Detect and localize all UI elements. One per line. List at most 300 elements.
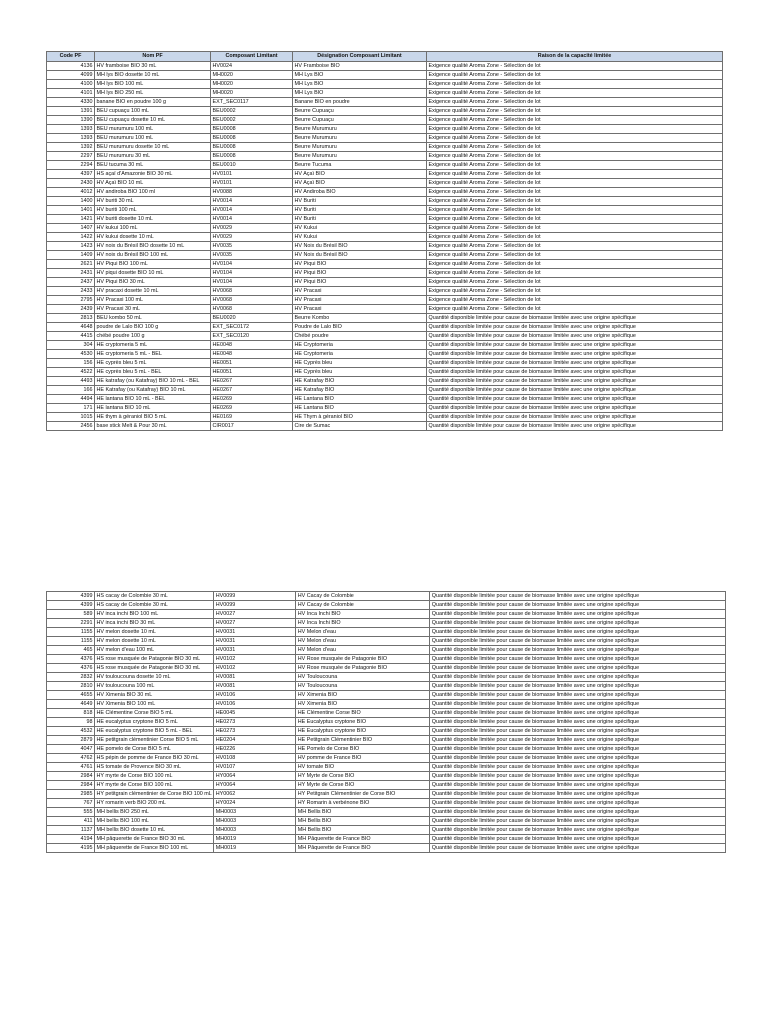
raison-cell: Exigence qualité Aroma Zone - Sélection de lot	[427, 286, 723, 295]
designation-cell: HY Petitgrain Clémentinier de Corse BIO	[296, 790, 430, 799]
raison-cell: Quantité disponible limitée pour cause de biomasse limitée avec une origine spécifique	[430, 826, 726, 835]
table-row	[47, 727, 726, 736]
code-pf-cell: 4101	[47, 88, 95, 97]
raison-cell: Exigence qualité Aroma Zone - Sélection de lot	[427, 88, 723, 97]
composant-cell: HV0102	[214, 655, 296, 664]
nom-pf-cell: HV Piqui BIO 30 mL	[95, 277, 211, 286]
composant-cell: HE0051	[211, 367, 293, 376]
nom-pf-cell: HV Pracaxi 30 mL	[95, 304, 211, 313]
table-row	[47, 772, 726, 781]
designation-cell: HE Lantana BIO	[293, 394, 427, 403]
raison-cell: Exigence qualité Aroma Zone - Sélection de lot	[427, 79, 723, 88]
raison-cell: Quantité disponible limitée pour cause de biomasse limitée avec une origine spécifique	[427, 322, 723, 331]
designation-cell: HE Cryptomeria	[293, 349, 427, 358]
nom-pf-cell: MH pâquerette de France BIO 30 mL	[95, 835, 214, 844]
table-row	[47, 349, 723, 358]
composant-cell: HE0048	[211, 340, 293, 349]
raison-cell: Exigence qualité Aroma Zone - Sélection de lot	[427, 70, 723, 79]
table-row	[47, 367, 723, 376]
designation-cell: HV Cacay de Colombie	[296, 601, 430, 610]
composant-cell: MH0003	[214, 808, 296, 817]
nom-pf-cell: HV pracaxi dosette 10 mL	[95, 286, 211, 295]
designation-cell: MH Pâquerette de France BIO	[296, 835, 430, 844]
composant-cell: MH0003	[214, 826, 296, 835]
raison-cell: Exigence qualité Aroma Zone - Sélection de lot	[427, 97, 723, 106]
nom-pf-cell: HV piqui dosette BIO 10 mL	[95, 268, 211, 277]
raison-cell: Exigence qualité Aroma Zone - Sélection de lot	[427, 133, 723, 142]
table-row	[47, 142, 723, 151]
designation-cell: HE Eucalyptus cryptone BIO	[296, 727, 430, 736]
code-pf-cell: 2439	[47, 304, 95, 313]
raison-cell: Quantité disponible limitée pour cause de biomasse limitée avec une origine spécifique	[427, 412, 723, 421]
designation-cell: Cire de Sumac	[293, 421, 427, 430]
raison-cell: Exigence qualité Aroma Zone - Sélection de lot	[427, 115, 723, 124]
table-row	[47, 340, 723, 349]
table-row	[47, 133, 723, 142]
raison-cell: Quantité disponible limitée pour cause de biomasse limitée avec une origine spécifique	[430, 727, 726, 736]
code-pf-cell: 1392	[47, 142, 95, 151]
composant-cell: HV0081	[214, 682, 296, 691]
code-pf-cell: 818	[47, 709, 95, 718]
designation-cell: Beurre Tucuma	[293, 160, 427, 169]
nom-pf-cell: HE cryptomeria 5 mL	[95, 340, 211, 349]
raison-cell: Exigence qualité Aroma Zone - Sélection de lot	[427, 304, 723, 313]
designation-cell: HE Katrafay BIO	[293, 376, 427, 385]
composant-cell: HV0104	[211, 268, 293, 277]
designation-cell: HV Ximenia BIO	[296, 700, 430, 709]
composant-cell: EXT_SEC0120	[211, 331, 293, 340]
table-row	[47, 808, 726, 817]
raison-cell: Quantité disponible limitée pour cause de biomasse limitée avec une origine spécifique	[430, 799, 726, 808]
nom-pf-cell: BEU murumuru 30 mL	[95, 151, 211, 160]
designation-cell: HV Rose musquée de Patagonie BIO	[296, 655, 430, 664]
code-pf-cell: 4761	[47, 763, 95, 772]
capacity-table-bottom	[46, 591, 726, 853]
composant-cell: HV0099	[214, 601, 296, 610]
table-row	[47, 718, 726, 727]
code-pf-cell: 171	[47, 403, 95, 412]
composant-cell: MH0020	[211, 70, 293, 79]
raison-cell: Quantité disponible limitée pour cause de biomasse limitée avec une origine spécifique	[430, 808, 726, 817]
nom-pf-cell: base stick Melt & Pour 30 mL	[95, 421, 211, 430]
code-pf-cell: 4649	[47, 700, 95, 709]
table-row	[47, 97, 723, 106]
raison-cell: Exigence qualité Aroma Zone - Sélection de lot	[427, 142, 723, 151]
composant-cell: HV0068	[211, 295, 293, 304]
designation-cell: Banane BIO en poudre	[293, 97, 427, 106]
code-pf-cell: 1423	[47, 241, 95, 250]
composant-cell: EXT_SEC0172	[211, 322, 293, 331]
code-pf-cell: 2430	[47, 178, 95, 187]
nom-pf-cell: banane BIO en poudre 100 g	[95, 97, 211, 106]
composant-cell: HY0062	[214, 790, 296, 799]
code-pf-cell: 1015	[47, 412, 95, 421]
code-pf-cell: 2984	[47, 772, 95, 781]
table-row	[47, 331, 723, 340]
nom-pf-cell: HV andiroba BIO 100 ml	[95, 187, 211, 196]
designation-cell: HV tomate BIO	[296, 763, 430, 772]
code-pf-cell: 555	[47, 808, 95, 817]
composant-cell: HV0081	[214, 673, 296, 682]
composant-cell: HV0031	[214, 637, 296, 646]
table-row	[47, 619, 726, 628]
designation-cell: Beurre Kombo	[293, 313, 427, 322]
table-row	[47, 790, 726, 799]
raison-cell: Quantité disponible limitée pour cause de biomasse limitée avec une origine spécifique	[427, 403, 723, 412]
nom-pf-cell: HV kukui 100 mL	[95, 223, 211, 232]
raison-cell: Exigence qualité Aroma Zone - Sélection de lot	[427, 214, 723, 223]
nom-pf-cell: HY petitgrain clémentinier de Corse BIO 100 mL	[96, 791, 212, 797]
nom-pf-cell: HV Ximenia BIO 100 mL	[95, 700, 214, 709]
raison-cell: Quantité disponible limitée pour cause de biomasse limitée avec une origine spécifique	[430, 736, 726, 745]
code-pf-cell: 4012	[47, 187, 95, 196]
table-row	[47, 691, 726, 700]
composant-cell: MH0019	[214, 844, 296, 853]
table-row	[47, 655, 726, 664]
designation-cell: HE Thym à géraniol BIO	[293, 412, 427, 421]
nom-pf-cell: HE cryptomeria 5 mL - BEL	[95, 349, 211, 358]
raison-cell: Exigence qualité Aroma Zone - Sélection de lot	[427, 241, 723, 250]
nom-pf-cell: BEU murumuru 100 mL	[95, 124, 211, 133]
composant-cell: HE0269	[211, 403, 293, 412]
composant-cell: HE0051	[211, 358, 293, 367]
code-pf-cell: 411	[47, 817, 95, 826]
nom-pf-cell: MH lys BIO 250 mL	[95, 88, 211, 97]
code-pf-cell: 4194	[47, 835, 95, 844]
designation-cell: Beurre Murumuru	[293, 151, 427, 160]
nom-pf-cell: HV Pracaxi 100 mL	[95, 295, 211, 304]
composant-cell: HV0035	[211, 250, 293, 259]
designation-cell: Beurre Murumuru	[293, 133, 427, 142]
code-pf-cell: 4047	[47, 745, 95, 754]
composant-cell: HE0045	[214, 709, 296, 718]
nom-pf-cell: HE eucalyptus cryptone BIO 5 mL - BEL	[95, 727, 214, 736]
code-pf-cell: 4655	[47, 691, 95, 700]
table-row	[47, 88, 723, 97]
raison-cell: Quantité disponible limitée pour cause de biomasse limitée avec une origine spécifique	[430, 664, 726, 673]
raison-cell: Quantité disponible limitée pour cause de biomasse limitée avec une origine spécifique	[430, 790, 726, 799]
code-pf-cell: 4397	[47, 169, 95, 178]
raison-cell: Quantité disponible limitée pour cause de biomasse limitée avec une origine spécifique	[430, 655, 726, 664]
table-row	[47, 394, 723, 403]
raison-cell: Quantité disponible limitée pour cause de biomasse limitée avec une origine spécifique	[427, 367, 723, 376]
designation-cell: MH Lys BIO	[293, 88, 427, 97]
raison-cell: Quantité disponible limitée pour cause de biomasse limitée avec une origine spécifique	[430, 646, 726, 655]
code-pf-cell: 2813	[47, 313, 95, 322]
raison-cell: Quantité disponible limitée pour cause de biomasse limitée avec une origine spécifique	[430, 745, 726, 754]
code-pf-cell: 1391	[47, 106, 95, 115]
nom-pf-cell: MH lys BIO 100 mL	[95, 79, 211, 88]
nom-pf-cell: HV buriti dosette 10 mL	[95, 214, 211, 223]
raison-cell: Exigence qualité Aroma Zone - Sélection de lot	[427, 259, 723, 268]
designation-cell: MH Bellis BIO	[296, 808, 430, 817]
composant-cell: BEU0008	[211, 151, 293, 160]
code-pf-cell: 1155	[47, 637, 95, 646]
designation-cell: HE Cyprès bleu	[293, 358, 427, 367]
nom-pf-cell: BEU murumuru 100 mL	[95, 133, 211, 142]
composant-cell: CIR0017	[211, 421, 293, 430]
designation-cell: HV Touloucouna	[296, 682, 430, 691]
composant-cell: HV0024	[211, 61, 293, 70]
code-pf-cell: 2984	[47, 781, 95, 790]
header-row	[47, 52, 723, 62]
raison-cell: Exigence qualité Aroma Zone - Sélection de lot	[427, 61, 723, 70]
designation-cell: Beurre Murumuru	[293, 124, 427, 133]
nom-pf-cell: HE lantana BIO 10 mL	[95, 403, 211, 412]
raison-cell: Quantité disponible limitée pour cause de biomasse limitée avec une origine spécifique	[427, 385, 723, 394]
table-row	[47, 610, 726, 619]
raison-cell: Quantité disponible limitée pour cause de biomasse limitée avec une origine spécifique	[427, 358, 723, 367]
nom-pf-cell: HS rose musquée de Patagonie BIO 30 mL	[95, 655, 214, 664]
nom-pf-cell: HV kukui dosette 10 mL	[95, 232, 211, 241]
table-row	[47, 196, 723, 205]
designation-cell: Chébé poudre	[293, 331, 427, 340]
composant-cell: HY0024	[214, 799, 296, 808]
capacity-table-top	[46, 51, 723, 431]
table-body-bottom	[47, 592, 726, 853]
designation-cell: HV Melon d'eau	[296, 646, 430, 655]
table-row	[47, 646, 726, 655]
header-designation-composant: Désignation Composant Limitant	[293, 52, 427, 62]
composant-cell: HV0099	[214, 592, 296, 601]
designation-cell: Beurre Cupuaçu	[293, 115, 427, 124]
raison-cell: Quantité disponible limitée pour cause de biomasse limitée avec une origine spécifique	[430, 628, 726, 637]
raison-cell: Quantité disponible limitée pour cause de biomasse limitée avec une origine spécifique	[430, 817, 726, 826]
nom-pf-cell: MH bellis BIO dosette 10 mL	[95, 826, 214, 835]
nom-pf-cell: HE pomelo de Corse BIO 5 mL	[95, 745, 214, 754]
nom-pf-cell: HE cyprès bleu 5 mL	[95, 358, 211, 367]
nom-pf-cell: HE petitgrain clémentinier Corse BIO 5 mL	[95, 736, 214, 745]
raison-cell: Quantité disponible limitée pour cause de biomasse limitée avec une origine spécifique	[430, 844, 726, 853]
code-pf-cell: 4399	[47, 601, 95, 610]
composant-cell: HE0267	[211, 385, 293, 394]
nom-pf-cell: HS rose musquée de Patagonie BIO 30 mL	[95, 664, 214, 673]
composant-cell: HE0273	[214, 727, 296, 736]
composant-cell: BEU0008	[211, 124, 293, 133]
raison-cell: Quantité disponible limitée pour cause de biomasse limitée avec une origine spécifique	[427, 376, 723, 385]
nom-pf-cell: BEU tucuma 30 mL	[95, 160, 211, 169]
composant-cell: HV0027	[214, 619, 296, 628]
table-row	[47, 250, 723, 259]
code-pf-cell: 4399	[47, 592, 95, 601]
nom-pf-cell: HV melon dosette 10 mL	[95, 628, 214, 637]
raison-cell: Quantité disponible limitée pour cause de biomasse limitée avec une origine spécifique	[427, 394, 723, 403]
designation-cell: HE Lantana BIO	[293, 403, 427, 412]
code-pf-cell: 2297	[47, 151, 95, 160]
composant-cell: HE0269	[211, 394, 293, 403]
raison-cell: Exigence qualité Aroma Zone - Sélection de lot	[427, 151, 723, 160]
code-pf-cell: 98	[47, 718, 95, 727]
raison-cell: Quantité disponible limitée pour cause de biomasse limitée avec une origine spécifique	[430, 610, 726, 619]
table-row	[47, 763, 726, 772]
composant-cell: HE0204	[214, 736, 296, 745]
raison-cell: Exigence qualité Aroma Zone - Sélection de lot	[427, 178, 723, 187]
raison-cell: Quantité disponible limitée pour cause de biomasse limitée avec une origine spécifique	[430, 835, 726, 844]
table-row	[47, 70, 723, 79]
table-row	[47, 124, 723, 133]
header-code-pf: Code PF	[47, 52, 95, 62]
composant-cell: MH0020	[211, 88, 293, 97]
code-pf-cell: 589	[47, 610, 95, 619]
composant-cell: MH0020	[211, 79, 293, 88]
table-row	[47, 223, 723, 232]
code-pf-cell: 4100	[47, 79, 95, 88]
code-pf-cell: 2291	[47, 619, 95, 628]
nom-pf-cell: HE thym à géraniol BIO 5 mL	[95, 412, 211, 421]
composant-cell: BEU0010	[211, 160, 293, 169]
nom-pf-cell: HY myrte de Corse BIO 100 mL	[95, 781, 214, 790]
composant-cell: HE0169	[211, 412, 293, 421]
raison-cell: Quantité disponible limitée pour cause de biomasse limitée avec une origine spécifique	[430, 682, 726, 691]
composant-cell: BEU0020	[211, 313, 293, 322]
raison-cell: Quantité disponible limitée pour cause de biomasse limitée avec une origine spécifique	[430, 763, 726, 772]
composant-cell: HE0048	[211, 349, 293, 358]
code-pf-cell: 4494	[47, 394, 95, 403]
composant-cell: BEU0002	[211, 115, 293, 124]
composant-cell: BEU0002	[211, 106, 293, 115]
composant-cell: HV0068	[211, 286, 293, 295]
nom-pf-cell: HY myrte de Corse BIO 100 mL	[95, 772, 214, 781]
designation-cell: HY Myrte de Corse BIO	[296, 772, 430, 781]
raison-cell: Quantité disponible limitée pour cause de biomasse limitée avec une origine spécifique	[430, 637, 726, 646]
table-row	[47, 322, 723, 331]
raison-cell: Exigence qualité Aroma Zone - Sélection de lot	[427, 187, 723, 196]
table-row	[47, 421, 723, 430]
table-body-top	[47, 61, 723, 430]
code-pf-cell: 4648	[47, 322, 95, 331]
header-composant-limitant: Composant Limitant	[211, 52, 293, 62]
composant-cell: HV0104	[211, 259, 293, 268]
designation-cell: HV Piqui BIO	[293, 277, 427, 286]
table-row	[47, 61, 723, 70]
nom-pf-cell: HV buriti 30 mL	[95, 196, 211, 205]
raison-cell: Quantité disponible limitée pour cause de biomasse limitée avec une origine spécifique	[430, 709, 726, 718]
nom-pf-cell: MH pâquerette de France BIO 100 mL	[95, 844, 214, 853]
designation-cell: HV Melon d'eau	[296, 628, 430, 637]
raison-cell: Quantité disponible limitée pour cause de biomasse limitée avec une origine spécifique	[427, 331, 723, 340]
nom-pf-cell: HV Açaï BIO 10 mL	[95, 178, 211, 187]
composant-cell: HE0267	[211, 376, 293, 385]
designation-cell: HV Buriti	[293, 196, 427, 205]
nom-pf-cell: HS tomate de Provence BIO 30 mL	[95, 763, 214, 772]
nom-pf-cell: HV noix du Brésil BIO dosette 10 mL	[95, 241, 211, 250]
raison-cell: Exigence qualité Aroma Zone - Sélection de lot	[427, 169, 723, 178]
code-pf-cell: 4376	[47, 655, 95, 664]
code-pf-cell: 4195	[47, 844, 95, 853]
designation-cell: HV Pracaxi	[293, 295, 427, 304]
designation-cell: HE Cryptomeria	[293, 340, 427, 349]
code-pf-cell: 1137	[47, 826, 95, 835]
raison-cell: Exigence qualité Aroma Zone - Sélection de lot	[427, 223, 723, 232]
nom-pf-cell: HV inca inchi BIO 100 mL	[95, 610, 214, 619]
table-row	[47, 835, 726, 844]
nom-pf-cell: BEU kombo 50 mL	[95, 313, 211, 322]
nom-pf-cell: HV noix du Brésil BIO 100 mL	[95, 250, 211, 259]
nom-pf-cell: HS açaï d'Amazonie BIO 30 mL	[95, 169, 211, 178]
nom-pf-cell: MH bellis BIO 100 mL	[95, 817, 214, 826]
table-row	[47, 826, 726, 835]
nom-pf-cell: BEU cupuaçu dosette 10 mL	[95, 115, 211, 124]
composant-cell: HV0014	[211, 214, 293, 223]
table-row	[47, 304, 723, 313]
designation-cell: HV Touloucouna	[296, 673, 430, 682]
composant-cell: HV0027	[214, 610, 296, 619]
composant-cell: HV0107	[214, 763, 296, 772]
nom-pf-cell: HV melon d'eau 100 mL	[95, 646, 214, 655]
nom-pf-cell: HV Ximenia BIO 30 mL	[95, 691, 214, 700]
code-pf-cell: 1407	[47, 223, 95, 232]
table-row	[47, 637, 726, 646]
nom-pf-cell: HV inca inchi BIO 30 mL	[95, 619, 214, 628]
code-pf-cell: 2985	[47, 790, 95, 799]
table-row	[47, 664, 726, 673]
nom-pf-cell: HV touloucouna 100 mL	[95, 682, 214, 691]
nom-pf-cell: HE katrafay (ou Katafray) BIO 10 mL - BEL	[95, 376, 211, 385]
table-row	[47, 286, 723, 295]
raison-cell: Exigence qualité Aroma Zone - Sélection de lot	[427, 196, 723, 205]
code-pf-cell: 2810	[47, 682, 95, 691]
composant-cell: HV0106	[214, 691, 296, 700]
code-pf-cell: 1393	[47, 133, 95, 142]
code-pf-cell: 4532	[47, 727, 95, 736]
raison-cell: Quantité disponible limitée pour cause de biomasse limitée avec une origine spécifique	[430, 619, 726, 628]
composant-cell: HV0088	[211, 187, 293, 196]
designation-cell: HE Cyprès bleu	[293, 367, 427, 376]
code-pf-cell: 4099	[47, 70, 95, 79]
composant-cell: HV0031	[214, 628, 296, 637]
raison-cell: Quantité disponible limitée pour cause de biomasse limitée avec une origine spécifique	[430, 718, 726, 727]
composant-cell: HE0273	[214, 718, 296, 727]
designation-cell: HV Kukui	[293, 223, 427, 232]
code-pf-cell: 1409	[47, 250, 95, 259]
table-row	[47, 799, 726, 808]
nom-pf-cell: HE lantana BIO 10 mL - BEL	[95, 394, 211, 403]
table-row	[47, 709, 726, 718]
raison-cell: Quantité disponible limitée pour cause de biomasse limitée avec une origine spécifique	[430, 754, 726, 763]
code-pf-cell: 2431	[47, 268, 95, 277]
nom-pf-cell: HS pépin de pomme de France BIO 30 mL	[95, 754, 214, 763]
designation-cell: HE Clémentine Corse BIO	[296, 709, 430, 718]
raison-cell: Quantité disponible limitée pour cause de biomasse limitée avec une origine spécifique	[427, 340, 723, 349]
designation-cell: HV Rose musquée de Patagonie BIO	[296, 664, 430, 673]
composant-cell: HV0106	[214, 700, 296, 709]
table-row	[47, 673, 726, 682]
raison-cell: Exigence qualité Aroma Zone - Sélection de lot	[427, 106, 723, 115]
code-pf-cell: 2832	[47, 673, 95, 682]
code-pf-cell: 1422	[47, 232, 95, 241]
designation-cell: Beurre Cupuaçu	[293, 106, 427, 115]
designation-cell: HV Andiroba BIO	[293, 187, 427, 196]
table-row	[47, 412, 723, 421]
designation-cell: HY Romarin à verbénone BIO	[296, 799, 430, 808]
nom-pf-cell: HS cacay de Colombie 30 mL	[95, 601, 214, 610]
nom-pf-cell: MH lys BIO dosette 10 mL	[95, 70, 211, 79]
table-row	[47, 817, 726, 826]
code-pf-cell: 2795	[47, 295, 95, 304]
composant-cell: HV0014	[211, 205, 293, 214]
code-pf-cell: 4493	[47, 376, 95, 385]
table-row	[47, 682, 726, 691]
designation-cell: Poudre de Lalo BIO	[293, 322, 427, 331]
composant-cell: HE0226	[214, 745, 296, 754]
nom-pf-cell: HE Clémentine Corse BIO 5 mL	[95, 709, 214, 718]
designation-cell: HE Pomelo de Corse BIO	[296, 745, 430, 754]
composant-cell: MH0003	[214, 817, 296, 826]
raison-cell: Quantité disponible limitée pour cause de biomasse limitée avec une origine spécifique	[427, 421, 723, 430]
code-pf-cell: 2294	[47, 160, 95, 169]
table-row	[47, 79, 723, 88]
table-row	[47, 295, 723, 304]
